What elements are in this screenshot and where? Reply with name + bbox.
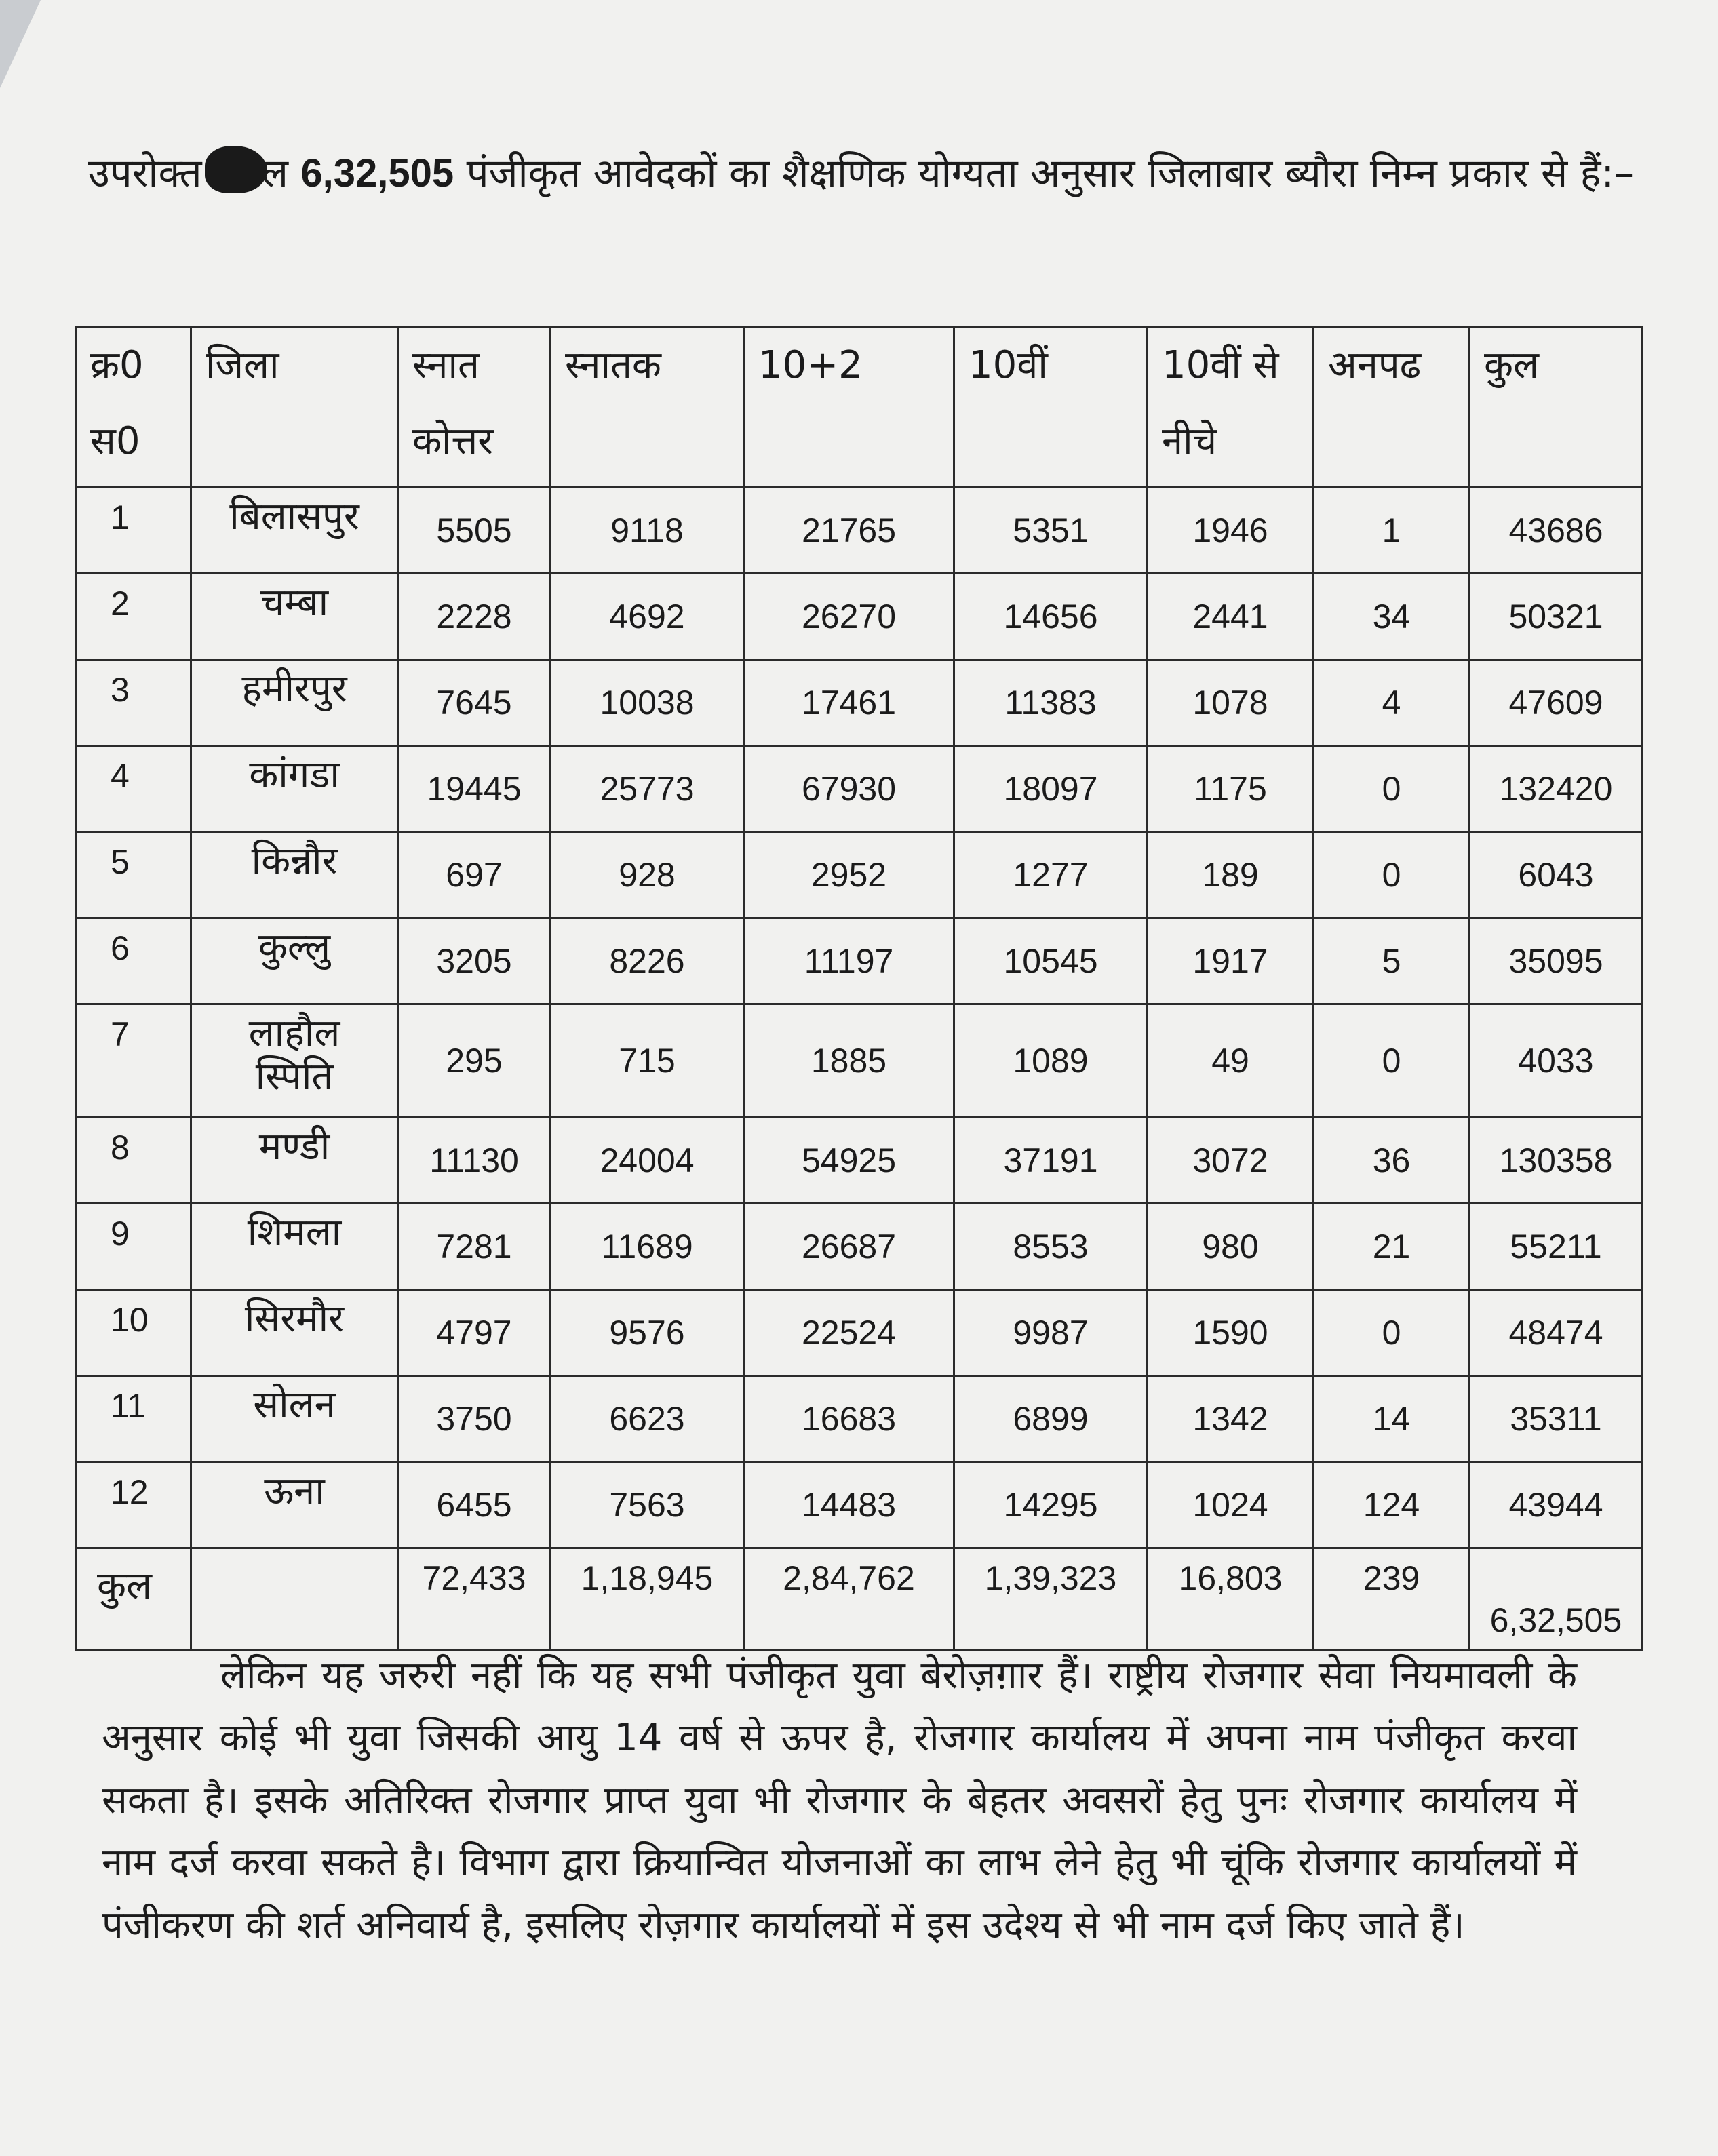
header-plus-two: 10+2 [744, 327, 954, 488]
illiterate-cell: 0 [1314, 1290, 1470, 1376]
illiterate-cell: 21 [1314, 1204, 1470, 1290]
intro-text-fragment: ल [261, 150, 288, 196]
tenth-cell: 9987 [954, 1290, 1148, 1376]
illiterate-cell: 34 [1314, 574, 1470, 660]
tenth-cell: 18097 [954, 746, 1148, 832]
postgraduate-cell: 697 [398, 832, 551, 918]
header-total: कुल [1470, 327, 1643, 488]
district-cell: किन्नौर [191, 832, 398, 918]
below-tenth-cell: 1946 [1148, 488, 1314, 574]
total-cell: 132420 [1470, 746, 1643, 832]
below-tenth-cell: 1917 [1148, 918, 1314, 1004]
postgraduate-cell: 5505 [398, 488, 551, 574]
intro-text-start: उपरोक्त [88, 150, 202, 196]
table-row [76, 1462, 1643, 1548]
total-cell: 6043 [1470, 832, 1643, 918]
total-illiterate-cell: 239 [1314, 1548, 1470, 1651]
total-cell: 55211 [1470, 1204, 1643, 1290]
postgraduate-cell: 3205 [398, 918, 551, 1004]
serial-cell: 10 [76, 1290, 191, 1376]
illiterate-cell: 124 [1314, 1462, 1470, 1548]
page-corner-shadow [0, 0, 41, 88]
district-cell: बिलासपुर [191, 488, 398, 574]
plus-two-cell: 54925 [744, 1118, 954, 1204]
graduate-cell: 10038 [551, 660, 744, 746]
graduate-cell: 7563 [551, 1462, 744, 1548]
illiterate-cell: 4 [1314, 660, 1470, 746]
serial-cell: 8 [76, 1118, 191, 1204]
district-cell: लाहौल स्पिति [191, 1004, 398, 1118]
postgraduate-cell: 7645 [398, 660, 551, 746]
header-district: जिला [191, 327, 398, 488]
tenth-cell: 1089 [954, 1004, 1148, 1118]
intro-paragraph [88, 139, 1648, 208]
tenth-cell: 14656 [954, 574, 1148, 660]
district-cell: ऊना [191, 1462, 398, 1548]
total-label-cell: कुल [76, 1548, 191, 1651]
below-tenth-cell: 980 [1148, 1204, 1314, 1290]
header-serial-number: क्र0 स0 [76, 327, 191, 488]
total-cell: 48474 [1470, 1290, 1643, 1376]
postgraduate-cell: 19445 [398, 746, 551, 832]
table-row [76, 1004, 1643, 1118]
total-cell: 130358 [1470, 1118, 1643, 1204]
table-row [76, 918, 1643, 1004]
graduate-cell: 11689 [551, 1204, 744, 1290]
table-row [76, 1118, 1643, 1204]
header-postgraduate: स्नात कोत्तर [398, 327, 551, 488]
plus-two-cell: 67930 [744, 746, 954, 832]
serial-cell: 3 [76, 660, 191, 746]
total-cell: 4033 [1470, 1004, 1643, 1118]
tenth-cell: 6899 [954, 1376, 1148, 1462]
illiterate-cell: 5 [1314, 918, 1470, 1004]
below-tenth-cell: 1590 [1148, 1290, 1314, 1376]
postgraduate-cell: 11130 [398, 1118, 551, 1204]
illiterate-cell: 1 [1314, 488, 1470, 574]
below-tenth-cell: 1078 [1148, 660, 1314, 746]
district-cell: शिमला [191, 1204, 398, 1290]
district-cell: सोलन [191, 1376, 398, 1462]
serial-cell: 1 [76, 488, 191, 574]
illiterate-cell: 0 [1314, 1004, 1470, 1118]
table-total-row [76, 1548, 1643, 1651]
district-qualification-table [75, 326, 1643, 1651]
illiterate-cell: 0 [1314, 746, 1470, 832]
total-cell: 35311 [1470, 1376, 1643, 1462]
plus-two-cell: 11197 [744, 918, 954, 1004]
illiterate-cell: 0 [1314, 832, 1470, 918]
serial-cell: 6 [76, 918, 191, 1004]
plus-two-cell: 16683 [744, 1376, 954, 1462]
serial-cell: 7 [76, 1004, 191, 1118]
header-tenth: 10वीं [954, 327, 1148, 488]
plus-two-cell: 17461 [744, 660, 954, 746]
plus-two-cell: 1885 [744, 1004, 954, 1118]
total-postgraduate-cell: 72,433 [398, 1548, 551, 1651]
intro-text-end: पंजीकृत आवेदकों का शैक्षणिक योग्यता अनुसार जिलाबार ब्यौरा निम्न प्रकार से हैं:– [466, 150, 1635, 196]
district-cell: हमीरपुर [191, 660, 398, 746]
graduate-cell: 6623 [551, 1376, 744, 1462]
plus-two-cell: 2952 [744, 832, 954, 918]
graduate-cell: 9118 [551, 488, 744, 574]
closing-paragraph: लेकिन यह जरुरी नहीं कि यह सभी पंजीकृत युवा बेरोज़ग़ार हैं। राष्ट्रीय रोजगार सेवा नियमावली के अनुसार कोई भी युवा जिसकी आयु 14 वर्ष से ऊपर है, रोजगार कार्यालय में अपना नाम पंजीकृत करवा सकता है। इसके अतिरिक्त रोजगार प्राप्त युवा भी रोजगार के बेहतर अवसरों हेतु पुनः रोजगार कार्यालय में नाम दर्ज करवा सकते है। विभाग द्वारा क्रियान्वित योजनाओं का लाभ लेने हेतु भी चूंकि रोजगार कार्यालयों में पंजीकरण की शर्त अनिवार्य है, इसलिए रोज़गार कार्यालयों में इस उदेश्य से भी नाम दर्ज किए जाते हैं। [102, 1653, 1577, 1947]
graduate-cell: 24004 [551, 1118, 744, 1204]
table-body [76, 488, 1643, 1651]
illiterate-cell: 36 [1314, 1118, 1470, 1204]
total-cell: 35095 [1470, 918, 1643, 1004]
graduate-cell: 928 [551, 832, 744, 918]
below-tenth-cell: 1024 [1148, 1462, 1314, 1548]
total-plus-two-cell: 2,84,762 [744, 1548, 954, 1651]
serial-cell: 9 [76, 1204, 191, 1290]
below-tenth-cell: 1175 [1148, 746, 1314, 832]
tenth-cell: 10545 [954, 918, 1148, 1004]
plus-two-cell: 26687 [744, 1204, 954, 1290]
district-cell: मण्डी [191, 1118, 398, 1204]
serial-cell: 12 [76, 1462, 191, 1548]
postgraduate-cell: 4797 [398, 1290, 551, 1376]
table-row [76, 488, 1643, 574]
graduate-cell: 9576 [551, 1290, 744, 1376]
serial-cell: 5 [76, 832, 191, 918]
district-cell: कुल्लु [191, 918, 398, 1004]
total-cell: 47609 [1470, 660, 1643, 746]
below-tenth-cell: 3072 [1148, 1118, 1314, 1204]
table-header-row [76, 327, 1643, 488]
tenth-cell: 5351 [954, 488, 1148, 574]
tenth-cell: 14295 [954, 1462, 1148, 1548]
header-illiterate: अनपढ [1314, 327, 1470, 488]
below-tenth-cell: 49 [1148, 1004, 1314, 1118]
table-row [76, 1376, 1643, 1462]
below-tenth-cell: 189 [1148, 832, 1314, 918]
tenth-cell: 1277 [954, 832, 1148, 918]
graduate-cell: 8226 [551, 918, 744, 1004]
total-graduate-cell: 1,18,945 [551, 1548, 744, 1651]
total-tenth-cell: 1,39,323 [954, 1548, 1148, 1651]
total-cell: 50321 [1470, 574, 1643, 660]
plus-two-cell: 14483 [744, 1462, 954, 1548]
total-district-cell [191, 1548, 398, 1651]
tenth-cell: 37191 [954, 1118, 1148, 1204]
graduate-cell: 25773 [551, 746, 744, 832]
total-total-cell: 6,32,505 [1470, 1548, 1643, 1651]
plus-two-cell: 21765 [744, 488, 954, 574]
total-cell: 43944 [1470, 1462, 1643, 1548]
tenth-cell: 11383 [954, 660, 1148, 746]
total-cell: 43686 [1470, 488, 1643, 574]
total-below-tenth-cell: 16,803 [1148, 1548, 1314, 1651]
header-below-tenth: 10वीं से नीचे [1148, 327, 1314, 488]
serial-cell: 11 [76, 1376, 191, 1462]
postgraduate-cell: 6455 [398, 1462, 551, 1548]
district-cell: चम्बा [191, 574, 398, 660]
serial-cell: 4 [76, 746, 191, 832]
serial-cell: 2 [76, 574, 191, 660]
table-row [76, 660, 1643, 746]
table-row [76, 746, 1643, 832]
table-row [76, 1290, 1643, 1376]
graduate-cell: 4692 [551, 574, 744, 660]
postgraduate-cell: 295 [398, 1004, 551, 1118]
district-cell: कांगडा [191, 746, 398, 832]
intro-total-count: 6,32,505 [300, 151, 454, 195]
below-tenth-cell: 1342 [1148, 1376, 1314, 1462]
graduate-cell: 715 [551, 1004, 744, 1118]
table-row [76, 574, 1643, 660]
plus-two-cell: 26270 [744, 574, 954, 660]
postgraduate-cell: 7281 [398, 1204, 551, 1290]
plus-two-cell: 22524 [744, 1290, 954, 1376]
below-tenth-cell: 2441 [1148, 574, 1314, 660]
table-row [76, 1204, 1643, 1290]
district-qualification-table-container [75, 326, 1641, 1651]
postgraduate-cell: 3750 [398, 1376, 551, 1462]
postgraduate-cell: 2228 [398, 574, 551, 660]
ink-blot [205, 146, 267, 193]
table-row [76, 832, 1643, 918]
illiterate-cell: 14 [1314, 1376, 1470, 1462]
tenth-cell: 8553 [954, 1204, 1148, 1290]
district-cell: सिरमौर [191, 1290, 398, 1376]
header-graduate: स्नातक [551, 327, 744, 488]
